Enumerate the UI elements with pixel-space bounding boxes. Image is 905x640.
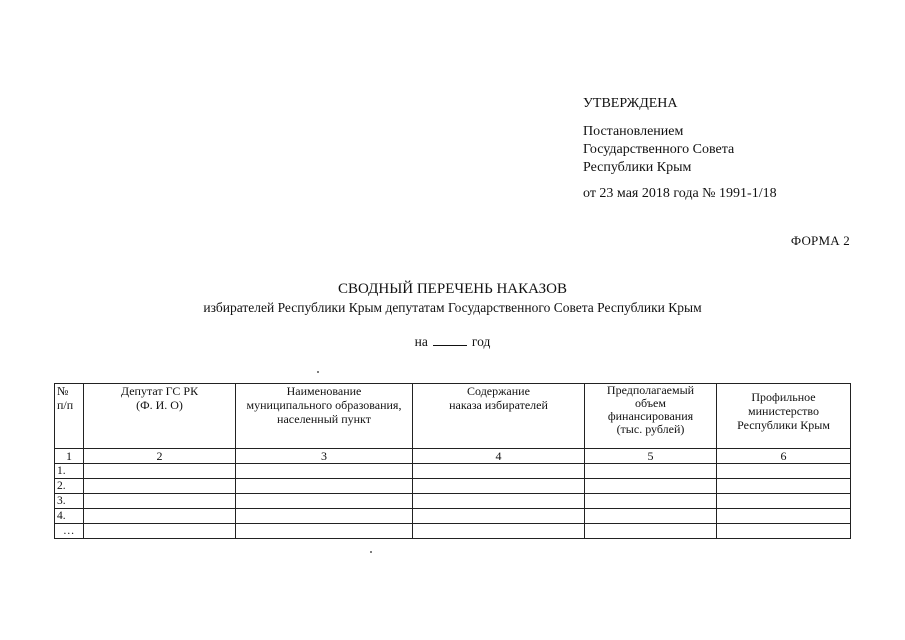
- row-number: 2.: [55, 479, 84, 494]
- orders-table: [54, 383, 851, 539]
- table-cell: [717, 509, 851, 524]
- table-cell: [585, 524, 717, 539]
- table-cell: [236, 524, 413, 539]
- table-cell: [585, 494, 717, 509]
- column-number: 6: [717, 449, 851, 464]
- column-number: 3: [236, 449, 413, 464]
- table-cell: [717, 479, 851, 494]
- table-header-row: [55, 384, 851, 449]
- table-row: [55, 494, 851, 509]
- table-cell: [413, 464, 585, 479]
- form-label: ФОРМА 2: [790, 233, 850, 248]
- table-cell: [236, 464, 413, 479]
- approval-title: УТВЕРЖДЕНА: [583, 96, 678, 111]
- table-cell: [84, 494, 236, 509]
- table-cell: [413, 479, 585, 494]
- year-line: [0, 333, 905, 350]
- table-cell: [585, 509, 717, 524]
- table-cell: [717, 494, 851, 509]
- column-number: 5: [585, 449, 717, 464]
- table-cell: [84, 524, 236, 539]
- decree-line-1: Постановлением: [583, 124, 684, 139]
- table-row: [55, 524, 851, 539]
- table-row: [55, 509, 851, 524]
- year-suffix: год: [471, 334, 491, 349]
- row-number: 3.: [55, 494, 84, 509]
- column-number: 4: [413, 449, 585, 464]
- table-cell: [413, 509, 585, 524]
- table-cell: [413, 524, 585, 539]
- row-number: 4.: [55, 509, 84, 524]
- header-cell: Профильное министерство Республики Крым: [717, 384, 851, 449]
- decree-line-2: Государственного Совета: [583, 142, 735, 157]
- header-cell: Наименование муниципального образования, населенный пункт: [236, 384, 413, 449]
- table-cell: [717, 524, 851, 539]
- header-cell: Содержание наказа избирателей: [413, 384, 585, 449]
- table-cell: [585, 464, 717, 479]
- table-cell: [84, 464, 236, 479]
- header-cell: Предполагаемый объем финансирования (тыс. рублей): [585, 384, 717, 449]
- document-subtitle: избирателей Республики Крым депутатам Государственного Совета Республики Крым: [203, 300, 702, 315]
- header-cell: Депутат ГС РК (Ф. И. О): [84, 384, 236, 449]
- table-cell: [84, 479, 236, 494]
- decree-date-number: от 23 мая 2018 года № 1991-1/18: [583, 186, 777, 201]
- table-cell: [84, 509, 236, 524]
- year-blank: [433, 333, 467, 346]
- row-number: 1.: [55, 464, 84, 479]
- header-cell: № п/п: [55, 384, 84, 449]
- column-number: 2: [84, 449, 236, 464]
- table-cell: [236, 494, 413, 509]
- scan-speck: [317, 371, 319, 373]
- row-number: …: [55, 524, 84, 539]
- table-row: [55, 479, 851, 494]
- decree-line-3: Республики Крым: [583, 160, 692, 175]
- table-cell: [236, 509, 413, 524]
- table-row: [55, 464, 851, 479]
- table-cell: [236, 479, 413, 494]
- table-cell: [413, 494, 585, 509]
- document-title: СВОДНЫЙ ПЕРЕЧЕНЬ НАКАЗОВ: [338, 281, 567, 297]
- scan-speck: [370, 551, 372, 553]
- table-cell: [585, 479, 717, 494]
- year-prefix: на: [414, 334, 428, 349]
- column-number-row: [55, 449, 851, 464]
- column-number: 1: [55, 449, 84, 464]
- approval-block: [583, 95, 883, 203]
- table-cell: [717, 464, 851, 479]
